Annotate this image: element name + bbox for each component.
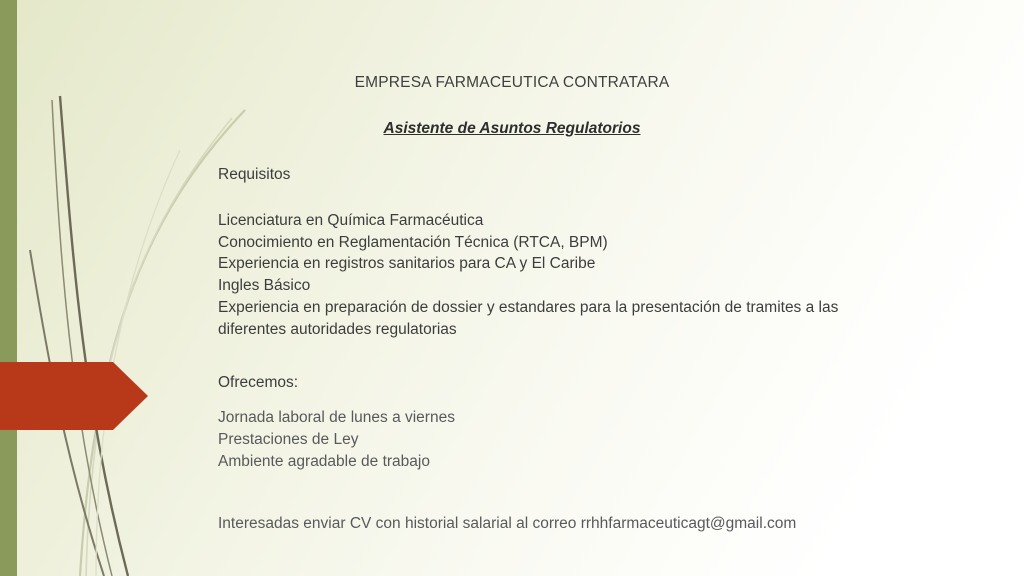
job-title: Asistente de Asuntos Regulatorios	[383, 120, 641, 137]
list-item: Ambiente agradable de trabajo	[218, 452, 430, 470]
list-item: Experiencia en registros sanitarios para CA y El Caribe	[218, 255, 596, 273]
requirements-heading: Requisitos	[218, 166, 291, 183]
requirements-list	[218, 210, 908, 341]
list-item: Conocimiento en Reglamentación Técnica (RTCA, BPM)	[218, 233, 608, 251]
job-description-body	[218, 164, 918, 535]
company-header: EMPRESA FARMACEUTICA CONTRATARA	[354, 74, 670, 91]
list-item: Licenciatura en Química Farmacéutica	[218, 211, 484, 229]
list-item: Jornada laboral de lunes a viernes	[218, 409, 455, 427]
offers-list	[218, 407, 918, 472]
contact-line: Interesadas enviar CV con historial salarial al correo rrhhfarmaceuticagt@gmail.com	[218, 514, 797, 532]
list-item: Prestaciones de Ley	[218, 431, 359, 449]
list-item: Ingles Básico	[218, 277, 311, 295]
offer-heading: Ofrecemos:	[218, 373, 299, 391]
list-item: Experiencia en preparación de dossier y estandares para la presentación de tramites a las diferentes autoridades regulatorias	[218, 298, 839, 338]
